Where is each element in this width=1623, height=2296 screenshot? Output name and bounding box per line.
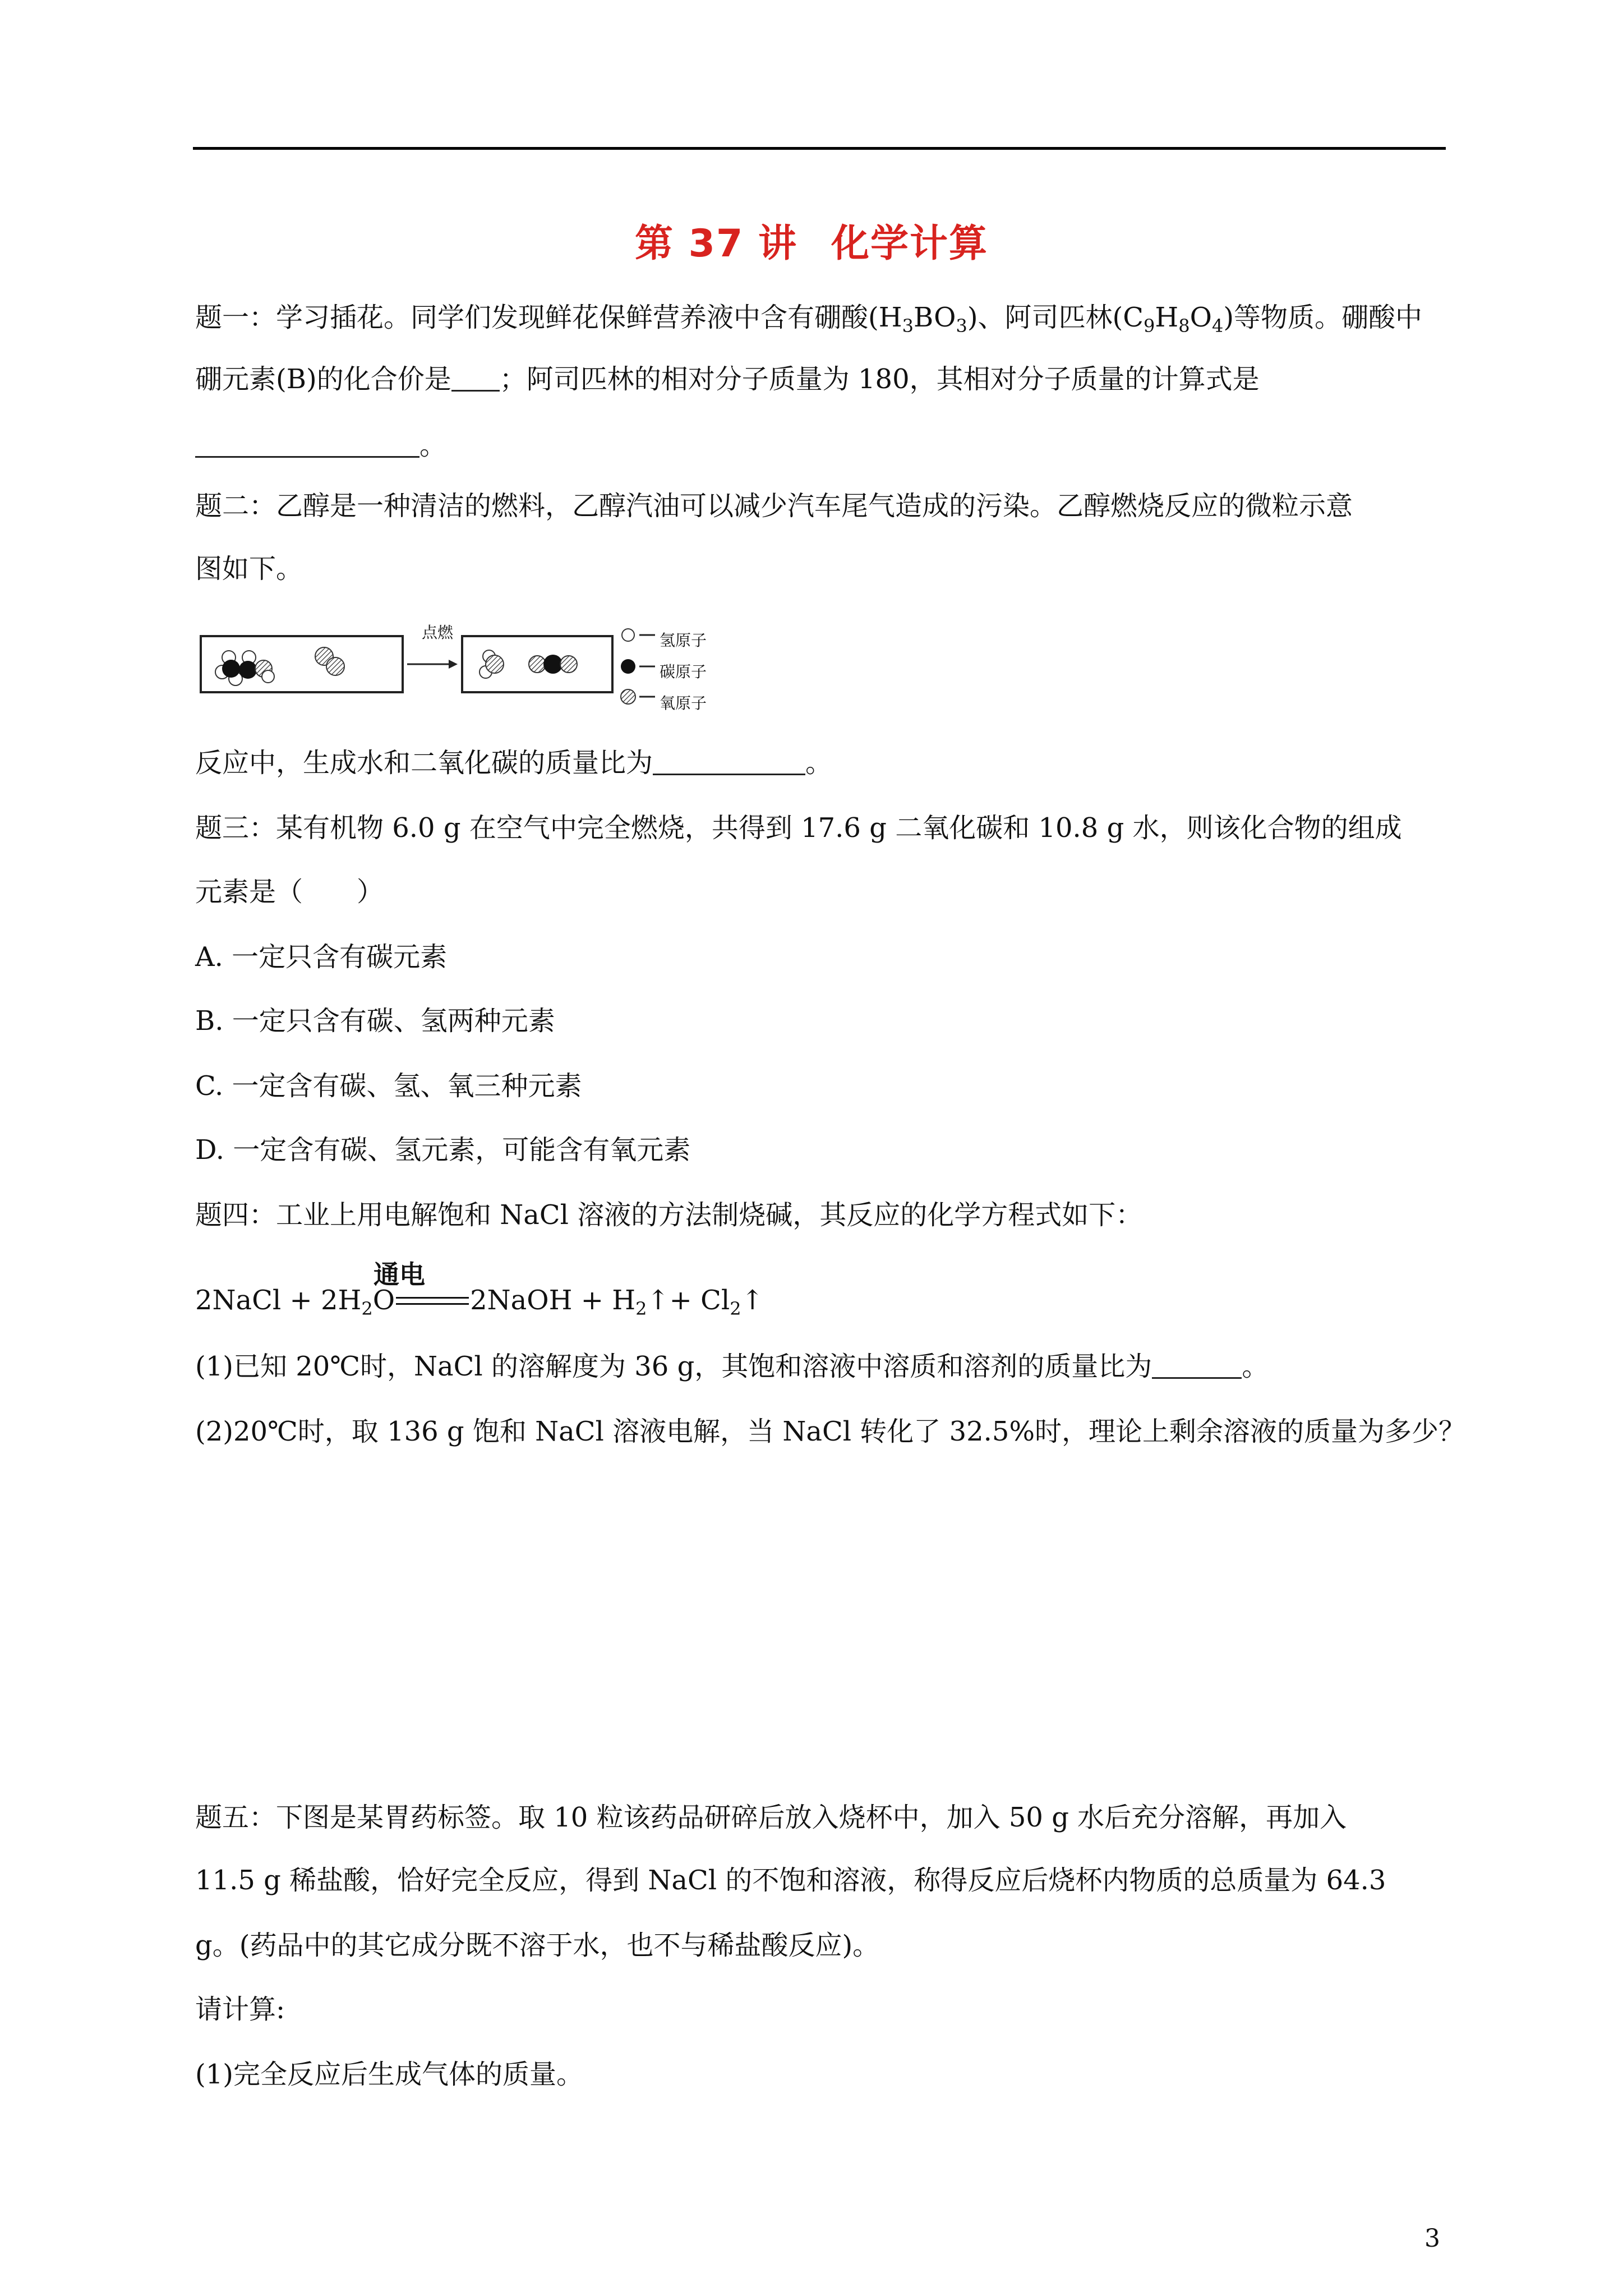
legend-oxygen-label: 氧原子 [660,694,707,712]
chemical-equation: 2NaCl + $2H_2O$ 2NaOH + $H_2↑+$ $Cl_2↑$ [195,1285,764,1319]
header-rule [193,147,1446,150]
q4-part-2: (2)20℃时，取 136 g 饱和 NaCl 溶液电解，当 NaCl 转化了 32.5%时，理论上剩余溶液的质量为多少？ [195,1416,1466,1447]
q3-line-2: 元素是（ ） [195,876,384,908]
q4-line-1: 题四：工业上用电解饱和 NaCl 溶液的方法制烧碱，其反应的化学方程式如下： [195,1199,1143,1231]
q5-line-3: g。(药品中的其它成分既不溶于水，也不与稀盐酸反应)。 [195,1930,880,1961]
q3-line-1: 题三：某有机物 6.0 g 在空气中完全燃烧，共得到 17.6 g 二氧化碳和 10.8 g 水，则该化合物的组成 [195,812,1402,844]
q3-option-c[interactable]: C. 一定含有碳、氢、氧三种元素 [195,1070,582,1102]
q4-blank-ratio[interactable] [1152,1355,1242,1379]
q2-line-2: 图如下。 [195,553,303,585]
q1-line-3: 。 [195,429,446,462]
title-topic: 化学计算 [831,222,988,266]
q3-option-d[interactable]: D. 一定含有碳、氢元素，可能含有氧元素 [195,1134,691,1166]
water-molecule [479,650,504,678]
oxygen-molecule-reactant [315,647,344,675]
arrow-label: 点燃 [422,623,454,642]
ethanol-molecule [215,651,274,685]
page-title [0,213,1623,268]
q5-line-4: 请计算: [195,1994,285,2025]
reaction-diagram [196,624,729,708]
legend-carbon-icon [621,659,635,674]
q1-blank-valence[interactable] [451,367,500,392]
eq-condition: 通电 [374,1259,425,1290]
q3-option-a[interactable]: A. 一定只含有碳元素 [195,941,448,973]
legend-labels [660,625,707,719]
q5-line-5: (1)完全反应后生成气体的质量。 [195,2059,583,2090]
q2-blank-mass-ratio[interactable] [653,751,805,775]
title-lecture-number: 第 37 讲 [635,222,797,266]
legend [621,629,655,704]
q2-answer-line: 反应中，生成水和二氧化碳的质量比为 。 [195,747,833,779]
carbon-dioxide-molecule [529,655,577,674]
q1-blank-formula[interactable] [195,434,419,458]
q1-line-1: 题一：学习插花。同学们发现鲜花保鲜营养液中含有硼酸$(H_3BO_3)$、阿司匹林$(C_9H_8O_4)$等物质。硼酸中 [195,302,1423,337]
q3-option-b[interactable]: B. 一定只含有碳、氢两种元素 [195,1005,555,1037]
q4-part-1: (1)已知 20℃时，NaCl 的溶解度为 36 g，其饱和溶液中溶质和溶剂的质量比为 。 [195,1351,1269,1382]
legend-oxygen-icon [621,689,635,704]
q5-line-2: 11.5 g 稀盐酸，恰好完全反应，得到 NaCl 的不饱和溶液，称得反应后烧杯内物质的总质量为 64.3 [195,1865,1386,1896]
page-number: 3 [1424,2224,1440,2253]
legend-carbon-label: 碳原子 [660,662,707,681]
eq-equals-sign [396,1297,469,1305]
legend-hydrogen-label: 氢原子 [660,631,707,650]
q5-line-1: 题五：下图是某胃药标签。取 10 粒该药品研碎后放入烧杯中，加入 50 g 水后充分溶解，再加入 [195,1802,1347,1833]
q2-line-1: 题二：乙醇是一种清洁的燃料，乙醇汽油可以减少汽车尾气造成的污染。乙醇燃烧反应的微粒示意 [195,490,1353,522]
legend-hydrogen-icon [622,629,634,641]
q1-line-2: 硼元素(B)的化合价是 ；阿司匹林的相对分子质量为 180，其相对分子质量的计算式是 [195,364,1260,395]
